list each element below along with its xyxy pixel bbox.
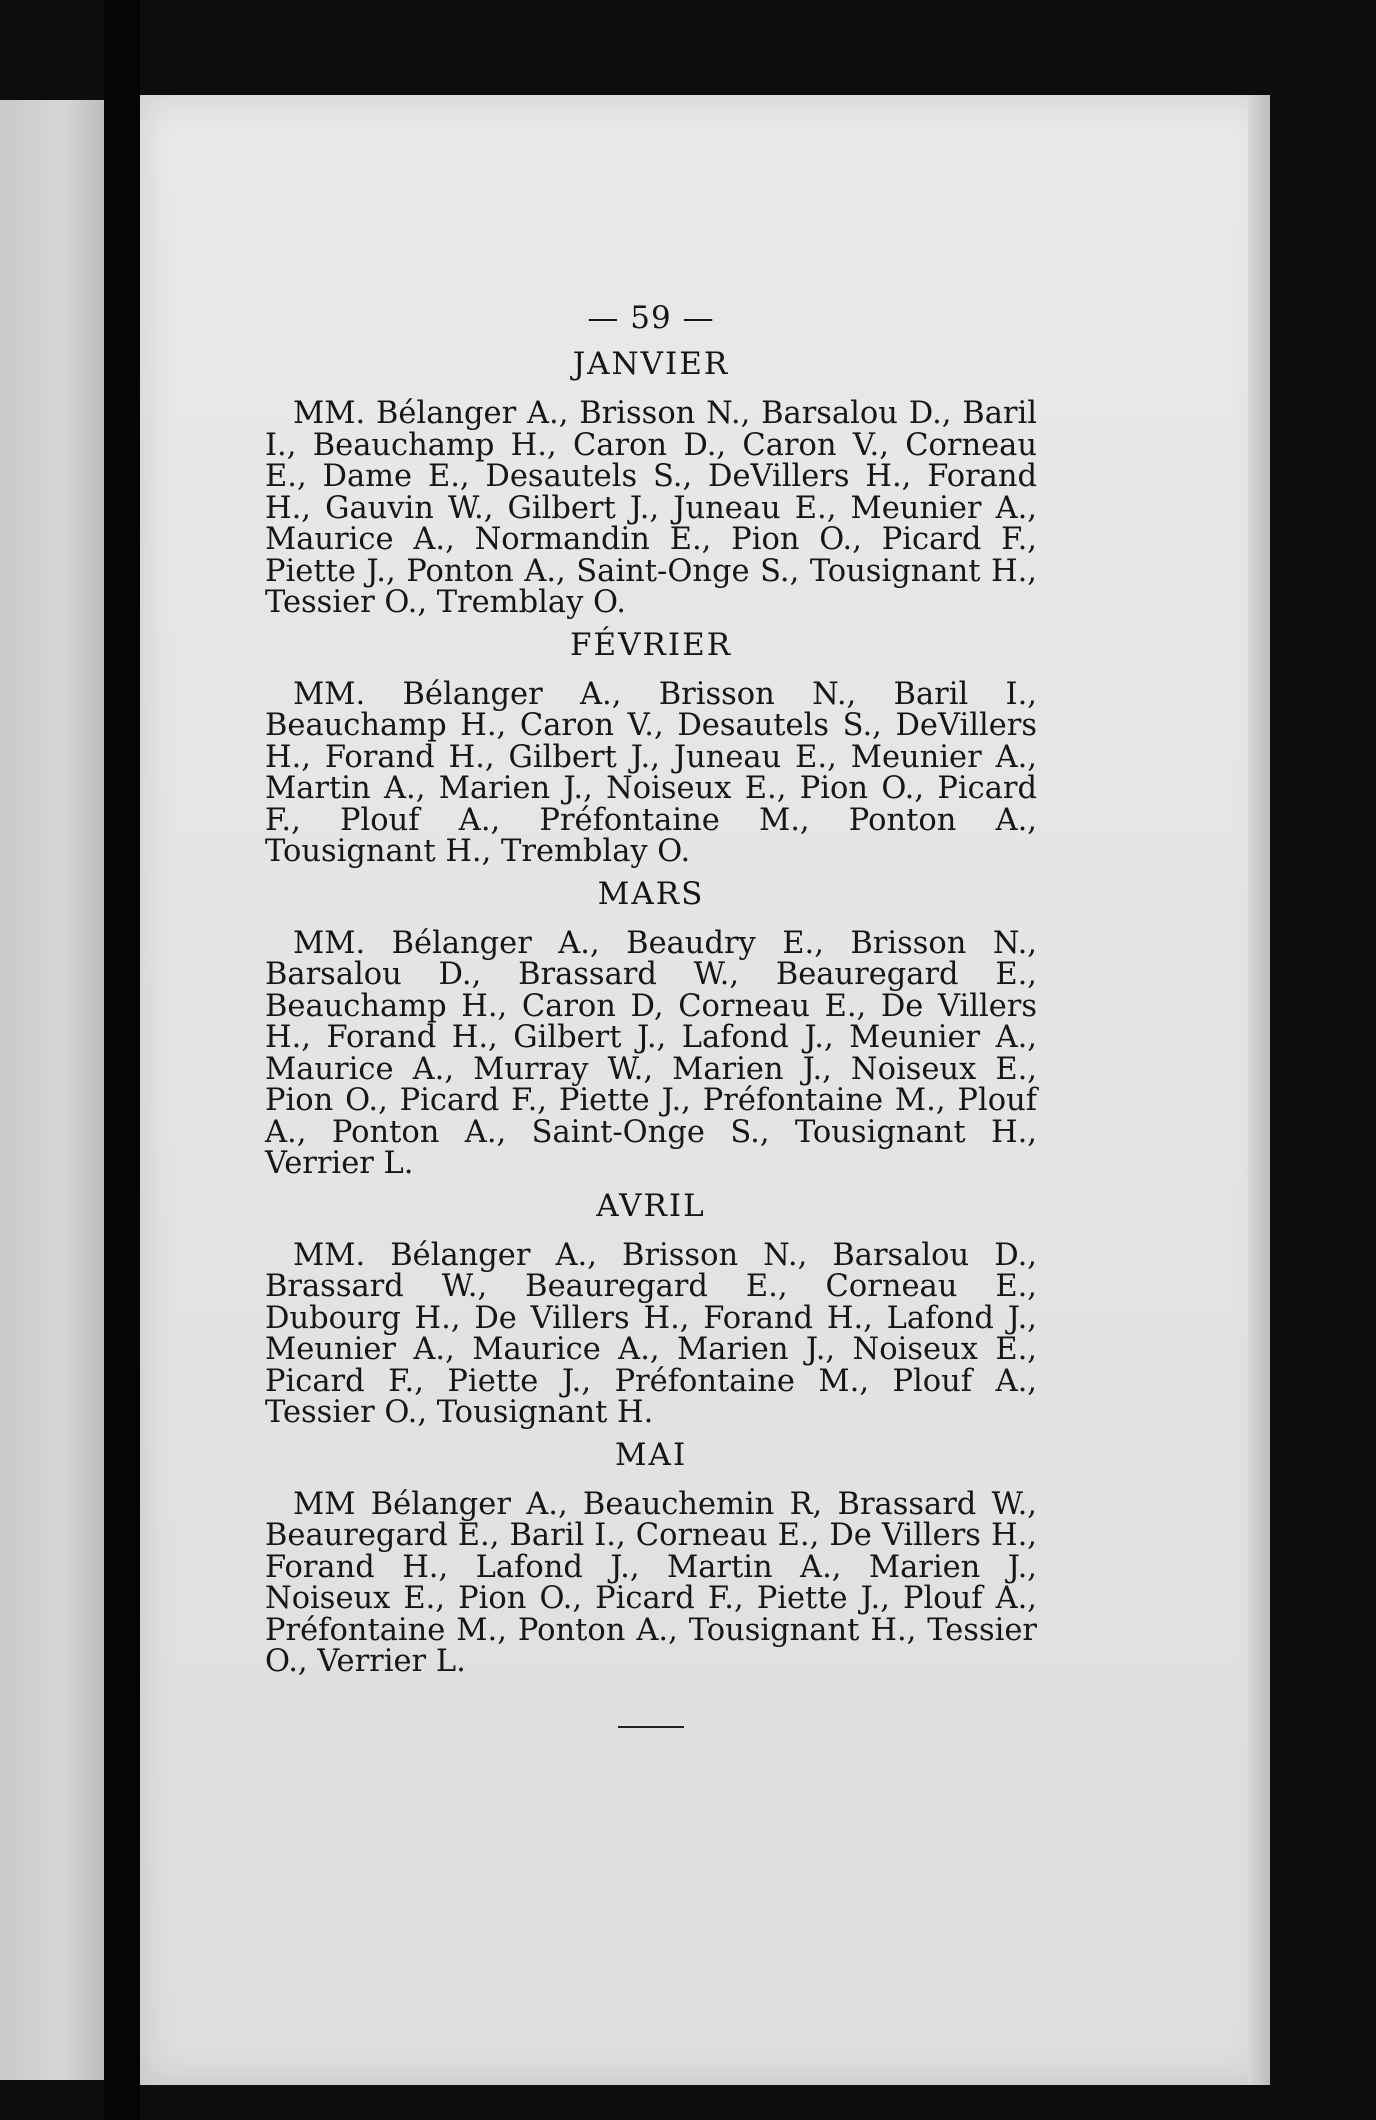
month-heading-janvier: JANVIER [572,346,730,382]
month-heading-mai: MAI [614,1436,688,1473]
month-heading-fevrier: FÉVRIER [569,626,733,663]
closing-rule [618,1726,684,1728]
member-list-mars: MM. Bélanger A., Beaudry E., Brisson N., Barsalou D., Brassard W., Beauregard E., Beauchamp H., Caron D, Corneau E., De Villers H., Forand H., Gilbert J., Lafond J., Meunier A., Maurice A., Murray W., Marien J., Noiseux E., Pion O., Picard F., Piette J., Préfontaine M., Plouf A., Ponton A., Saint-Onge S., Tousignant H., Verrier L. [265,925,1037,1181]
page-content [265,300,1037,1728]
page-number: — 59 — [587,300,715,336]
member-list-mai: MM Bélanger A., Beauchemin R, Brassard W., Beauregard E., Baril I., Corneau E., De Villers H., Forand H., Lafond J., Martin A., Marien J., Noiseux E., Pion O., Picard F., Piette J., Plouf A., Préfontaine M., Ponton A., Tousignant H., Tessier O., Verrier L. [265,1486,1037,1679]
facing-page-edge [0,100,104,2080]
month-heading-mars: MARS [597,875,705,912]
page-edge-shadow [1248,95,1270,2085]
member-list-fevrier: MM. Bélanger A., Brisson N., Baril I., Beauchamp H., Caron V., Desautels S., DeVillers H., Forand H., Gilbert J., Juneau E., Meunier A., Martin A., Marien J., Noiseux E., Pion O., Picard F., Plouf A., Préfontaine M., Ponton A., Tousignant H., Tremblay O. [265,676,1037,869]
book-gutter [104,0,140,2120]
member-list-avril: MM. Bélanger A., Brisson N., Barsalou D., Brassard W., Beauregard E., Corneau E., Dubourg H., De Villers H., Forand H., Lafond J., Meunier A., Maurice A., Marien J., Noiseux E., Picard F., Piette J., Préfontaine M., Plouf A., Tessier O., Tousignant H. [265,1237,1037,1430]
month-heading-avril: AVRIL [596,1187,706,1224]
member-list-janvier: MM. Bélanger A., Brisson N., Barsalou D., Baril I., Beauchamp H., Caron D., Caron V., Corneau E., Dame E., Desautels S., DeVillers H., Forand H., Gauvin W., Gilbert J., Juneau E., Meunier A., Maurice A., Normandin E., Pion O., Picard F., Piette J., Ponton A., Saint-Onge S., Tousignant H., Tessier O., Tremblay O. [265,396,1037,620]
document-page [140,95,1270,2085]
